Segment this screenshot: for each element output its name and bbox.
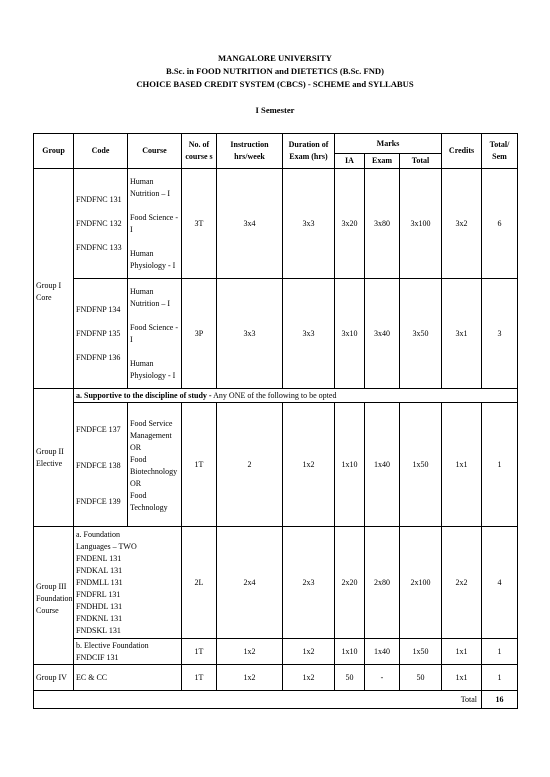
language-code: FNDHDL 131 xyxy=(76,601,123,611)
credits: 1x1 xyxy=(442,665,482,691)
course-cell xyxy=(128,169,182,279)
language-code: FNDKAL 131 xyxy=(76,565,123,575)
course-count: 2L xyxy=(182,527,217,639)
exam-duration: 2x3 xyxy=(283,527,335,639)
code-cell xyxy=(74,279,128,389)
elective-foundation-title: b. Elective Foundation xyxy=(76,640,149,650)
course-name: Human Physiology - I xyxy=(130,248,176,270)
course-count: 1T xyxy=(182,403,217,527)
header-row xyxy=(34,134,518,154)
table-row xyxy=(34,665,518,691)
instruction-hours: 2 xyxy=(217,403,283,527)
course-code: FNDFNP 134 xyxy=(76,304,121,314)
total-value: 16 xyxy=(482,691,518,709)
credits: 2x2 xyxy=(442,527,482,639)
total-marks: 3x50 xyxy=(400,279,442,389)
col-duration: Duration of Exam (hrs) xyxy=(283,134,335,169)
language-code: FNDENL 131 xyxy=(76,553,122,563)
course-name: Human Nutrition – I xyxy=(130,176,170,198)
total-marks: 1x50 xyxy=(400,639,442,665)
semester-title: I Semester xyxy=(255,105,295,115)
group-label xyxy=(34,389,74,527)
languages-title: a. Foundation Languages – TWO xyxy=(76,529,137,551)
language-code: FNDMLL 131 xyxy=(76,577,123,587)
course-code: FNDFNP 135 xyxy=(76,328,121,338)
course-code: FNDFNC 131 xyxy=(76,194,122,204)
ia-marks: 1x10 xyxy=(335,639,365,665)
exam-duration: 1x2 xyxy=(283,639,335,665)
table-row xyxy=(34,403,518,527)
instruction-hours: 3x4 xyxy=(217,169,283,279)
exam-marks: 2x80 xyxy=(365,527,400,639)
total-label: Total xyxy=(34,691,482,709)
credits: 3x2 xyxy=(442,169,482,279)
sem-total: 1 xyxy=(482,403,518,527)
scheme-title: CHOICE BASED CREDIT SYSTEM (CBCS) - SCHEME and SYLLABUS xyxy=(136,79,414,89)
sem-total: 3 xyxy=(482,279,518,389)
credits: 3x1 xyxy=(442,279,482,389)
course-cell xyxy=(128,403,182,527)
exam-marks: 3x80 xyxy=(365,169,400,279)
course-name: Food Service Management xyxy=(130,418,173,440)
total-marks: 1x50 xyxy=(400,403,442,527)
exam-marks: 3x40 xyxy=(365,279,400,389)
course-count: 1T xyxy=(182,639,217,665)
language-code: FNDKNL 131 xyxy=(76,613,123,623)
exam-duration: 1x2 xyxy=(283,665,335,691)
col-total: Total xyxy=(400,154,442,169)
sem-total: 6 xyxy=(482,169,518,279)
course-count: 1T xyxy=(182,665,217,691)
course-code: FNDFNC 132 xyxy=(76,218,122,228)
instruction-hours: 3x3 xyxy=(217,279,283,389)
exam-duration: 1x2 xyxy=(283,403,335,527)
group-label xyxy=(34,527,74,665)
course-code: FNDFNC 133 xyxy=(76,242,122,252)
exam-marks: 1x40 xyxy=(365,639,400,665)
col-exam: Exam xyxy=(365,154,400,169)
course-code: FNDCIF 131 xyxy=(76,652,119,662)
col-marks: Marks xyxy=(335,134,442,154)
scheme-table xyxy=(33,133,518,709)
group3-label: Group III Foundation Course xyxy=(36,581,73,615)
col-credits: Credits xyxy=(442,134,482,169)
ia-marks: 3x10 xyxy=(335,279,365,389)
total-marks: 2x100 xyxy=(400,527,442,639)
language-code: FNDSKL 131 xyxy=(76,625,121,635)
or-text: OR xyxy=(130,442,142,452)
course-code: FNDFCE 137 xyxy=(76,424,121,434)
table-row xyxy=(34,639,518,665)
col-total-sem: Total/ Sem xyxy=(482,134,518,169)
table-row xyxy=(34,279,518,389)
elective-heading xyxy=(74,389,518,403)
course-name: Food Science - I xyxy=(130,212,178,234)
table-row xyxy=(34,527,518,639)
exam-duration: 3x3 xyxy=(283,279,335,389)
language-code: FNDFRL 131 xyxy=(76,589,121,599)
group-label: Group IV xyxy=(34,665,74,691)
ec-cc-cell: EC & CC xyxy=(74,665,182,691)
sem-total: 4 xyxy=(482,527,518,639)
credits: 1x1 xyxy=(442,639,482,665)
exam-duration: 3x3 xyxy=(283,169,335,279)
group2-label: Group II Elective xyxy=(36,446,64,468)
or-text: OR xyxy=(130,478,142,488)
code-cell xyxy=(74,403,128,527)
language-cell xyxy=(74,527,182,639)
instruction-hours: 1x2 xyxy=(217,665,283,691)
course-code: FNDFCE 139 xyxy=(76,496,121,506)
elective-heading-bold: a. Supportive to the discipline of study - xyxy=(76,390,212,400)
col-group: Group xyxy=(34,134,74,169)
course-name: Human Nutrition – I xyxy=(130,286,170,308)
group-label xyxy=(34,169,74,389)
exam-marks: 1x40 xyxy=(365,403,400,527)
table-row xyxy=(34,169,518,279)
table-row xyxy=(34,389,518,403)
exam-marks: - xyxy=(365,665,400,691)
col-no-of-course: No. of course s xyxy=(182,134,217,169)
course-cell xyxy=(128,279,182,389)
course-name: Human Physiology - I xyxy=(130,358,176,380)
col-course: Course xyxy=(128,134,182,169)
ia-marks: 50 xyxy=(335,665,365,691)
course-name: Food Science - I xyxy=(130,322,178,344)
col-code: Code xyxy=(74,134,128,169)
instruction-hours: 1x2 xyxy=(217,639,283,665)
sem-total: 1 xyxy=(482,665,518,691)
university-name: MANGALORE UNIVERSITY xyxy=(218,53,332,63)
col-ia: IA xyxy=(335,154,365,169)
code-cell xyxy=(74,169,128,279)
course-count: 3P xyxy=(182,279,217,389)
elective-heading-rest: Any ONE of the following to be opted xyxy=(213,390,337,400)
course-code: FNDFCE 138 xyxy=(76,460,121,470)
course-code: FNDFNP 136 xyxy=(76,352,121,362)
instruction-hours: 2x4 xyxy=(217,527,283,639)
group1-label: Group I Core xyxy=(36,280,62,302)
credits: 1x1 xyxy=(442,403,482,527)
ia-marks: 2x20 xyxy=(335,527,365,639)
total-row xyxy=(34,691,518,709)
course-name: Food Biotechnology xyxy=(130,454,178,476)
col-instruction: Instruction hrs/week xyxy=(217,134,283,169)
course-name: Food Technology xyxy=(130,490,168,512)
total-marks: 3x100 xyxy=(400,169,442,279)
ia-marks: 3x20 xyxy=(335,169,365,279)
degree-title: B.Sc. in FOOD NUTRITION and DIETETICS (B.Sc. FND) xyxy=(166,66,384,76)
sem-total: 1 xyxy=(482,639,518,665)
course-count: 3T xyxy=(182,169,217,279)
total-marks: 50 xyxy=(400,665,442,691)
elective-foundation-cell xyxy=(74,639,182,665)
ia-marks: 1x10 xyxy=(335,403,365,527)
